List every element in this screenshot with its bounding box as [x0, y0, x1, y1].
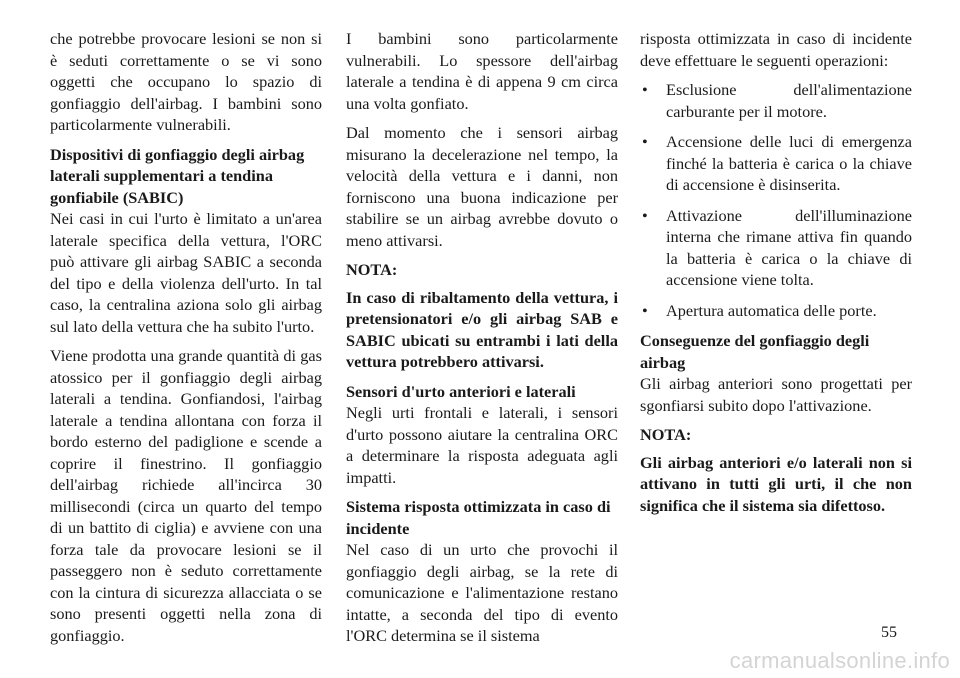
list-item-text: Esclusione dell'alimentazione carburante per il motore. [666, 80, 912, 121]
paragraph: che potrebbe provocare lesioni se non si è seduti correttamente o se vi sono oggetti che occupano lo spazio di gonfiaggio dell'airbag. I bambini sono particolarmente vulnerabili. [50, 29, 322, 134]
section-heading: Conseguenze del gonfiaggio degli airbag [640, 331, 870, 372]
paragraph: risposta ottimizzata in caso di incidente deve effettuare le seguenti operazioni: [640, 29, 912, 70]
column-middle [346, 28, 618, 655]
paragraph: Nei casi in cui l'urto è limitato a un'area laterale specifica della vettura, l'ORC può attivare gli airbag SABIC a seconda del tipo e della violenza dell'urto. In tal caso, la centralina aziona solo gli airbag sul lato della vettura che ha subito l'urto. [50, 209, 322, 336]
paragraph: Viene prodotta una grande quantità di gas atossico per il gonfiaggio degli airbag laterali a tendina. Gonfiandosi, l'airbag laterale a tendina allontana con forza il bordo esterno del padiglione e scende a coprire il finestrino. Il gonfiaggio dell'airbag richiede all'incirca 30 millisecondi (circa un quarto del tempo di un battito di ciglia) e avviene con una forza tale da provocare lesioni se il passeggero non è seduto correttamente con la cintura di sicurezza allacciata o se sono presenti oggetti nella zona di gonfiaggio. [50, 346, 322, 645]
paragraph: Nel caso di un urto che provochi il gonfiaggio degli airbag, se la rete di comunicazione e l'alimentazione restano intatte, a seconda del tipo di evento l'ORC determina se il sistema [346, 540, 618, 645]
list-item [640, 131, 912, 196]
section-heading: Sistema risposta ottimizzata in caso di incidente [346, 497, 611, 538]
list-item [640, 300, 912, 322]
bullet-icon: • [642, 132, 648, 151]
paragraph: Dal momento che i sensori airbag misurano la decelerazione nel tempo, la velocità della vettura e i danni, non forniscono una buona indicazione per stabilire se un airbag avrebbe dovuto o meno attivarsi. [346, 123, 618, 250]
paragraph: I bambini sono particolarmente vulnerabili. Lo spessore dell'airbag laterale a tendina è di appena 9 cm circa una volta gonfiato. [346, 29, 618, 113]
list-item-text: Attivazione dell'illuminazione interna che rimane attiva fin quando la batteria è carica o la chiave di accensione viene tolta. [666, 205, 912, 289]
column-left [50, 28, 322, 654]
bullet-icon: • [642, 300, 648, 320]
watermark: carmanualsonline.info [729, 648, 950, 673]
column-right [640, 28, 912, 524]
paragraph: Gli airbag anteriori sono progettati per sgonfiarsi subito dopo l'attivazione. [640, 374, 912, 415]
note-label: NOTA: [346, 260, 398, 279]
section-heading: Dispositivi di gonfiaggio degli airbag laterali supplementari a tendina gonfiabile (SABIC) [50, 144, 305, 207]
page-number: 55 [881, 624, 897, 641]
list-item-text: Apertura automatica delle porte. [666, 300, 877, 320]
list-item-text: Accensione delle luci di emergenza finché la batteria è carica o la chiave di accensione è disinserita. [666, 132, 912, 194]
note-label: NOTA: [640, 425, 692, 444]
bullet-icon: • [642, 205, 648, 225]
list-item [640, 205, 912, 291]
bullet-icon: • [642, 80, 648, 99]
bullet-list [640, 79, 912, 321]
note-text: In caso di ribaltamento della vettura, i pretensionatori e/o gli airbag SAB e SABIC ubicati su entrambi i lati della vettura potrebbero attivarsi. [346, 287, 618, 371]
list-item [640, 79, 912, 122]
section-heading: Sensori d'urto anteriori e laterali [346, 381, 576, 401]
note-text: Gli airbag anteriori e/o laterali non si attivano in tutti gli urti, il che non significa che il sistema sia difettoso. [640, 452, 912, 515]
paragraph: Negli urti frontali e laterali, i sensori d'urto possono aiutare la centralina ORC a determinare la risposta adeguata agli impatti. [346, 403, 618, 487]
